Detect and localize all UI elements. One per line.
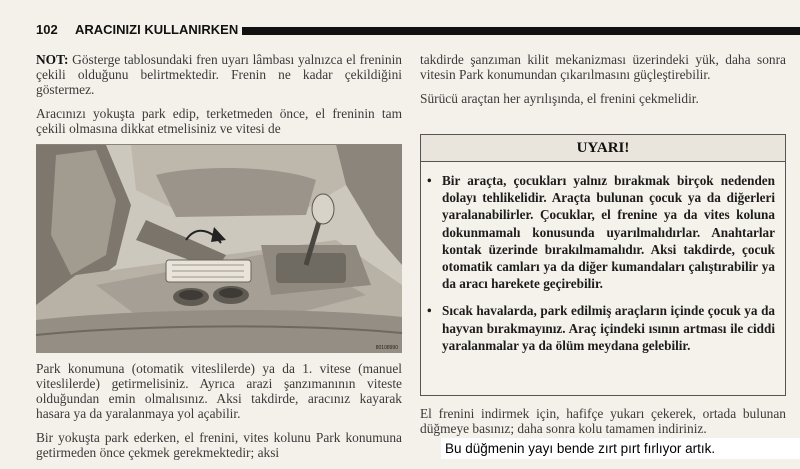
parking-brake-illustration (36, 144, 402, 353)
warning-box (420, 134, 786, 396)
chapter-title: ARACINIZI KULLANIRKEN (75, 22, 239, 37)
parking-paragraph: Aracınızı yokuşta park edip, terketmeden önce, el freninin tam çekili olmasına dikkat etmelisiniz ve vitesi de (36, 106, 402, 136)
note-text: Gösterge tablosundaki fren uyarı lâmbası yalnızca el freninin çekili olduğunu belirtmektedir. Frenin ne kadar çekildiğini göstermez. (36, 52, 402, 97)
page-header (0, 0, 800, 44)
comment-caption: Bu düğmenin yayı bende zırt pırt fırlıyor artık. (441, 438, 800, 459)
release-paragraph: El frenini indirmek için, hafifçe yukarı çekerek, ortada bulunan düğmeye basınız; daha sonra kolu tamamen indiriniz. (420, 406, 786, 436)
warning-item-text: Bir araçta, çocukları yalnız bırakmak birçok nedenden dolayı tehlikelidir. Araçta bulunan çocuk ya da diğerleri yaralanabilirler. Çocuklar, el frenine ya da vites koluna dokunmamalı konusunda uyarılmalıdırlar. Anahtarlar kontak üzerinde bırakılmamalıdır. Aksi takdirde, çocuk otomatik camları ya da diğer kumandaları çalıştırabilir ya da aracı harekete geçirebilir. (442, 173, 775, 292)
left-column-top (36, 52, 402, 145)
warning-list (427, 172, 775, 354)
gear-paragraph: Park konumuna (otomatik viteslilerde) ya da 1. vitese (manuel viteslilerde) getirmelisiniz. Ayrıca arazi şanzımanının viteste olduğundan emin olmalısınız. Aksi takdirde, aracınız kayarak hasara ya da yaralanmaya yol açabilir. (36, 361, 402, 421)
warning-item-text: Sıcak havalarda, park edilmiş araçların içinde çocuk ya da hayvan bırakmayınız. Araç içindeki ısının artması ile ciddi yaralanmalar ya da ölüm meydana gelebilir. (442, 303, 775, 353)
slope-paragraph: Bir yokuşta park ederken, el frenini, vites kolunu Park konumuna getirmeden önce çekmek gerekmektedir; aksi (36, 430, 402, 460)
note-paragraph (36, 52, 402, 97)
figure-code: 80108990 (375, 345, 398, 351)
shift-lock-paragraph: takdirde şanzıman kilit mekanizması üzerindeki yük, daha sonra vitesin Park konumundan çıkarılmasını güçleştirebilir. (420, 52, 786, 82)
driver-paragraph: Sürücü araçtan her ayrılışında, el frenini çekmelidir. (420, 91, 699, 106)
warning-item-children (427, 172, 775, 292)
header-rule (242, 27, 800, 35)
right-column-top (420, 52, 786, 115)
warning-title: UYARI! (421, 135, 785, 162)
bullet-icon: • (427, 303, 432, 319)
warning-item-heat (427, 302, 775, 354)
left-column-bottom (36, 361, 402, 469)
note-label: NOT: (36, 52, 69, 67)
bullet-icon: • (427, 173, 432, 188)
console-drawing (36, 145, 402, 353)
page-number: 102 (36, 22, 58, 37)
